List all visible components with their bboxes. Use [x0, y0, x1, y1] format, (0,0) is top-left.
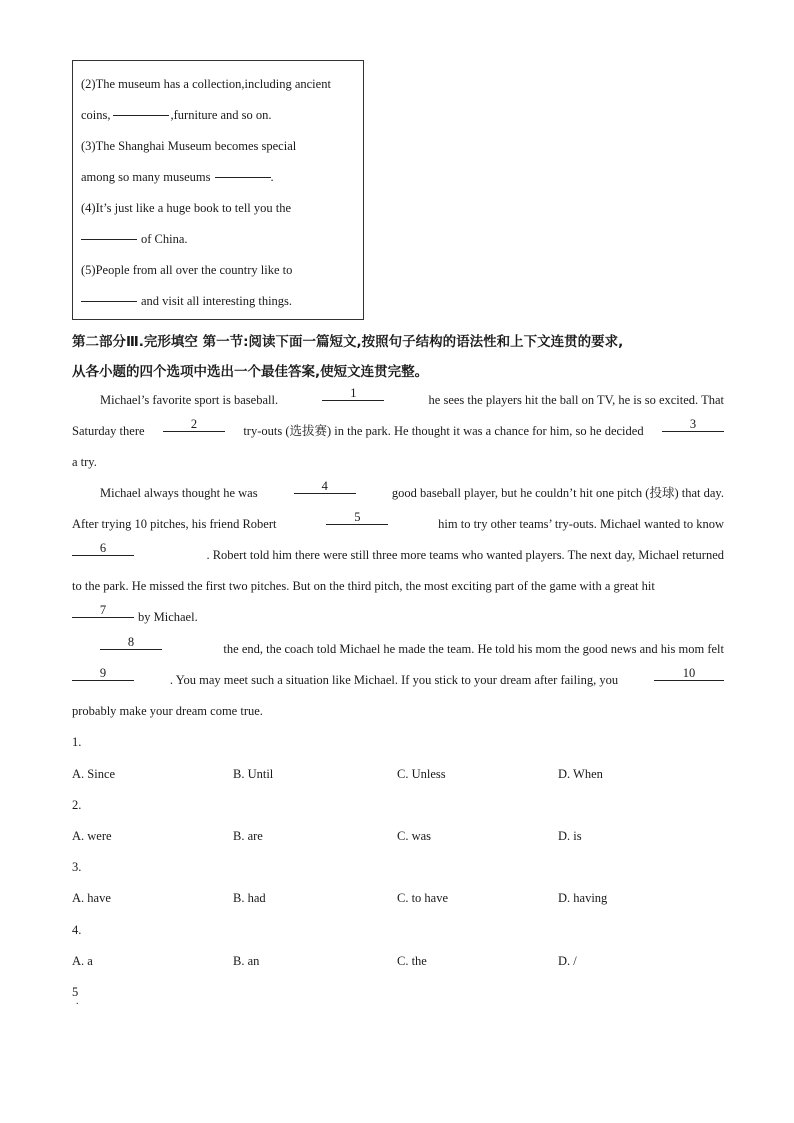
option-c[interactable]: C. the [397, 954, 427, 968]
box-line-5a: (5)People from all over the country like to [81, 263, 293, 277]
option-a[interactable]: A. have [72, 891, 111, 905]
passage-paragraph-2 [72, 478, 724, 633]
exercise-box [72, 60, 364, 320]
passage-paragraph-1 [72, 385, 724, 478]
cloze-blank-5[interactable]: 5 [326, 509, 388, 525]
section-heading: 第二部分Ⅲ.完形填空 第一节:阅读下面一篇短文,按照句子结构的语法性和上下文连贯的要求, 从各小题的四个选项中选出一个最佳答案,使短文连贯完整。 [72, 334, 624, 380]
cloze-blank-7[interactable]: 7 [72, 602, 134, 618]
answer-blank[interactable] [81, 286, 137, 302]
box-line-4a: (4)It’s just like a huge book to tell you the [81, 201, 292, 215]
cloze-blank-3[interactable]: 3 [662, 416, 724, 432]
option-b[interactable]: B. are [233, 829, 263, 843]
question-number-dot: . [76, 996, 79, 1007]
box-line-4b: of China. [81, 224, 355, 255]
option-d[interactable]: D. is [558, 829, 582, 843]
box-line-3b: among so many museums . [81, 162, 355, 193]
cloze-blank-9[interactable]: 9 [72, 665, 134, 681]
option-c[interactable]: C. was [397, 829, 432, 843]
cloze-blank-8[interactable]: 8 [100, 634, 162, 650]
passage-line: Michael always thought he was 4 good baseball player, but he couldn’t hit one pitch (投球) that day. [100, 479, 724, 500]
question-number: 2. [72, 798, 82, 812]
cloze-blank-2[interactable]: 2 [163, 416, 225, 432]
passage-line: 8 the end, the coach told Michael he made the team. He told his mom the good news and his mom felt [72, 634, 724, 665]
box-line-5b: and visit all interesting things. [81, 286, 355, 317]
passage-line: 7 by Michael. [72, 602, 724, 633]
answer-blank[interactable] [81, 224, 137, 240]
question-number: 5 [72, 985, 79, 999]
option-a[interactable]: A. were [72, 829, 112, 843]
question-number: 3. [72, 860, 82, 874]
passage-line: to the park. He missed the first two pitches. But on the third pitch, the most exciting part of the game with a great hit [72, 579, 655, 593]
box-line-2a: (2)The museum has a collection,including ancient [81, 77, 331, 91]
option-d[interactable]: D. When [558, 767, 603, 781]
passage-line: Michael’s favorite sport is baseball. 1 he sees the players hit the ball on TV, he is so excited. That [100, 386, 724, 407]
option-d[interactable]: D. having [558, 891, 608, 905]
question-number: 1. [72, 735, 82, 749]
question-number: 4. [72, 923, 82, 937]
answer-blank[interactable] [113, 100, 169, 116]
passage-line: a try. [72, 455, 97, 469]
passage-line: probably make your dream come true. [72, 704, 263, 718]
answer-blank[interactable] [215, 162, 271, 178]
passage-line: 9 . You may meet such a situation like Michael. If you stick to your dream after failing, you 10 [72, 665, 724, 696]
option-b[interactable]: B. an [233, 954, 260, 968]
cloze-blank-6[interactable]: 6 [72, 540, 134, 556]
option-b[interactable]: B. Until [233, 767, 274, 781]
passage-line: Saturday there 2 try-outs (选拔赛) in the park. He thought it was a chance for him, so he decided 3 [72, 416, 724, 447]
passage-paragraph-3 [72, 634, 724, 727]
option-c[interactable]: C. to have [397, 891, 449, 905]
cloze-blank-1[interactable]: 1 [322, 385, 384, 401]
cloze-blank-10[interactable]: 10 [654, 665, 724, 681]
cloze-blank-4[interactable]: 4 [294, 478, 356, 494]
option-b[interactable]: B. had [233, 891, 266, 905]
option-d[interactable]: D. / [558, 954, 577, 968]
passage-line: After trying 10 pitches, his friend Robert 5 him to try other teams’ try-outs. Michael wanted to know [72, 510, 724, 531]
passage-line: 6 . Robert told him there were still three more teams who wanted players. The next day, Michael returned [72, 540, 724, 571]
box-line-3a: (3)The Shanghai Museum becomes special [81, 139, 297, 153]
option-a[interactable]: A. a [72, 954, 93, 968]
option-c[interactable]: C. Unless [397, 767, 446, 781]
box-line-2b: coins, ,furniture and so on. [81, 100, 355, 131]
option-a[interactable]: A. Since [72, 767, 116, 781]
